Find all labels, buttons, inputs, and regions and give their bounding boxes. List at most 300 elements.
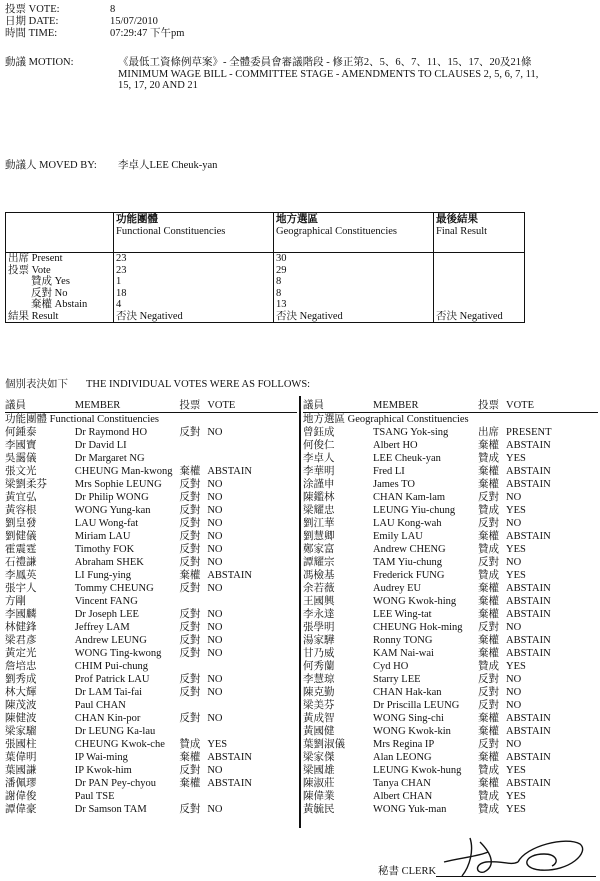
vote-zh: 反對 xyxy=(179,505,201,516)
member-name-en: Jeffrey LAM xyxy=(74,622,130,633)
member-name-zh: 林健鋒 xyxy=(5,622,37,633)
member-name-en: Cyd HO xyxy=(373,661,409,672)
member-name-en: Dr Joseph LEE xyxy=(74,609,139,620)
summary-row-labels xyxy=(6,253,114,323)
vote-zh: 反對 xyxy=(179,635,201,646)
member-name-zh: 陳克勤 xyxy=(303,687,335,698)
right-votes-list xyxy=(303,399,598,816)
vote-en xyxy=(207,790,297,803)
vote-zh xyxy=(179,660,207,673)
value: 8 xyxy=(276,276,282,287)
member-vote-row xyxy=(303,634,598,647)
vote-en: ABSTAIN xyxy=(506,752,551,763)
vote-zh: 棄權 xyxy=(179,752,201,763)
member-name-en: Dr PAN Pey-chyou xyxy=(74,778,157,789)
value: 否決 Negatived xyxy=(116,310,183,322)
member-name-en: Prof Patrick LAU xyxy=(74,674,150,685)
vote-zh: 反對 xyxy=(478,518,499,529)
member-vote-row xyxy=(303,426,598,439)
member-vote-row xyxy=(5,608,297,621)
col-zh: 最後結果 xyxy=(436,214,478,225)
value: 30 xyxy=(276,253,287,264)
column-divider xyxy=(299,396,301,828)
member-vote-row xyxy=(303,517,598,530)
member-name-zh: 黃容根 xyxy=(5,505,37,516)
row-label-result: 結果 Result xyxy=(8,310,59,322)
final-result-value: 否決 Negatived xyxy=(436,310,503,322)
member-name-zh: 張學明 xyxy=(303,622,335,633)
member-name-en: James TO xyxy=(373,479,415,490)
member-name-zh: 陳偉業 xyxy=(303,791,335,802)
member-name-zh: 霍震霆 xyxy=(5,544,37,555)
member-vote-row xyxy=(5,426,297,439)
vote-en: NO xyxy=(506,687,522,698)
member-vote-row xyxy=(303,543,598,556)
vote-zh: 棄權 xyxy=(478,713,499,724)
row-label-abstain: 棄權 Abstain xyxy=(31,299,88,310)
header-member-zh: 議員 xyxy=(303,400,324,411)
member-vote-row xyxy=(303,699,598,712)
vote-zh: 棄權 xyxy=(179,778,201,789)
vote-en: NO xyxy=(506,518,522,529)
member-name-zh: 李國寶 xyxy=(5,440,37,451)
member-name-en: CHEUNG Hok-ming xyxy=(373,622,463,633)
vote-en: ABSTAIN xyxy=(207,570,252,581)
member-name-zh: 梁美芬 xyxy=(303,700,335,711)
member-name-en: Tanya CHAN xyxy=(373,778,431,789)
vote-en: ABSTAIN xyxy=(506,635,551,646)
vote-zh: 棄權 xyxy=(478,609,499,620)
final-values xyxy=(434,253,525,323)
header-vote-en: VOTE xyxy=(506,400,534,411)
member-name-zh: 方剛 xyxy=(5,596,26,607)
member-name-zh: 李華明 xyxy=(303,466,335,477)
member-name-en: Fred LI xyxy=(373,466,405,477)
vote-en: ABSTAIN xyxy=(506,713,551,724)
member-vote-row xyxy=(303,712,598,725)
vote-en: NO xyxy=(207,583,223,594)
member-name-zh: 黃毓民 xyxy=(303,804,335,815)
member-name-en: Dr Raymond HO xyxy=(74,427,148,438)
member-vote-row xyxy=(5,452,297,465)
vote-zh xyxy=(179,595,207,608)
col-en: Geographical Constituencies xyxy=(276,225,398,237)
member-name-zh: 何秀蘭 xyxy=(303,661,335,672)
member-name-zh: 何鍾泰 xyxy=(5,427,37,438)
vote-zh: 反對 xyxy=(478,492,499,503)
member-vote-row xyxy=(303,439,598,452)
member-vote-row xyxy=(303,556,598,569)
member-vote-row xyxy=(5,465,297,478)
member-name-zh: 張文光 xyxy=(5,466,37,477)
member-name-zh: 劉秀成 xyxy=(5,674,37,685)
final-blank xyxy=(436,253,522,311)
member-name-en: Dr LAM Tai-fai xyxy=(74,687,143,698)
member-name-en: Vincent FANG xyxy=(74,596,138,607)
member-name-en: Abraham SHEK xyxy=(74,557,144,568)
member-name-zh: 曾鈺成 xyxy=(303,427,335,438)
member-vote-row xyxy=(5,556,297,569)
member-vote-row xyxy=(303,673,598,686)
member-name-en: Frederick FUNG xyxy=(373,570,445,581)
member-name-zh: 葉劉淑儀 xyxy=(303,739,345,750)
left-group-title: 功能團體 Functional Constituencies xyxy=(5,414,159,425)
value: 23 xyxy=(116,264,127,276)
member-name-zh: 黃成智 xyxy=(303,713,335,724)
vote-zh: 棄權 xyxy=(478,648,499,659)
vote-zh: 棄權 xyxy=(478,466,499,477)
member-name-zh: 黃國健 xyxy=(303,726,335,737)
member-name-en: Andrew CHENG xyxy=(373,544,446,555)
vote-en: ABSTAIN xyxy=(207,778,252,789)
vote-en: YES xyxy=(506,453,526,464)
clerk-signature-line xyxy=(436,876,596,877)
member-name-en: KAM Nai-wai xyxy=(373,648,434,659)
right-group-title: 地方選區 Geographical Constituencies xyxy=(303,414,469,425)
vote-zh: 反對 xyxy=(179,648,201,659)
vote-zh: 棄權 xyxy=(478,479,499,490)
summary-col-geographical xyxy=(274,213,434,253)
member-vote-row xyxy=(5,478,297,491)
motion-en-2: 15, 17, 20 AND 21 xyxy=(118,80,198,91)
vote-en: NO xyxy=(207,674,223,685)
member-vote-row xyxy=(303,777,598,790)
vote-zh: 贊成 xyxy=(478,544,499,555)
member-name-zh: 林大輝 xyxy=(5,687,37,698)
member-name-zh: 陳健波 xyxy=(5,713,37,724)
vote-zh: 反對 xyxy=(179,492,201,503)
member-name-en: Dr Philip WONG xyxy=(74,492,149,503)
col-zh: 地方選區 xyxy=(276,214,318,225)
member-name-zh: 葉國謙 xyxy=(5,765,37,776)
member-vote-row xyxy=(303,764,598,777)
vote-en: ABSTAIN xyxy=(506,609,551,620)
header-member-en: MEMBER xyxy=(74,400,121,411)
vote-en: ABSTAIN xyxy=(506,479,551,490)
vote-en xyxy=(207,699,297,712)
member-vote-row xyxy=(5,569,297,582)
vote-zh: 反對 xyxy=(179,609,201,620)
vote-zh xyxy=(179,699,207,712)
member-vote-row xyxy=(303,478,598,491)
member-name-en: CHAN Kam-lam xyxy=(373,492,446,503)
vote-number-row xyxy=(5,4,115,16)
vote-zh: 反對 xyxy=(179,479,201,490)
date-value: 15/07/2010 xyxy=(110,16,158,27)
left-col-headers xyxy=(5,399,297,413)
member-name-en: Ronny TONG xyxy=(373,635,433,646)
member-name-en: WONG Ting-kwong xyxy=(74,648,162,659)
summary-col-final xyxy=(434,213,525,253)
vote-en: NO xyxy=(207,622,223,633)
member-vote-row xyxy=(5,777,297,790)
vote-zh: 反對 xyxy=(478,557,499,568)
member-name-en: Audrey EU xyxy=(373,583,422,594)
vote-zh: 反對 xyxy=(179,804,201,815)
clerk-signature xyxy=(440,832,590,880)
vote-en: NO xyxy=(506,557,522,568)
member-name-en: LEE Cheuk-yan xyxy=(373,453,441,464)
col-en: Functional Constituencies xyxy=(116,225,226,237)
member-name-zh: 梁家傑 xyxy=(303,752,335,763)
member-name-zh: 劉皇發 xyxy=(5,518,37,529)
member-name-zh: 張宇人 xyxy=(5,583,37,594)
vote-zh: 反對 xyxy=(478,739,499,750)
member-name-en: Alan LEONG xyxy=(373,752,432,763)
vote-zh: 贊成 xyxy=(478,661,499,672)
vote-zh: 棄權 xyxy=(478,635,499,646)
member-name-zh: 潘佩璆 xyxy=(5,778,37,789)
individual-title-en: THE INDIVIDUAL VOTES WERE AS FOLLOWS: xyxy=(86,379,311,390)
vote-en: YES xyxy=(506,804,526,815)
member-name-en: Dr LEUNG Ka-lau xyxy=(74,726,156,737)
member-name-zh: 甘乃威 xyxy=(303,648,335,659)
vote-en: NO xyxy=(207,518,223,529)
vote-en xyxy=(207,595,297,608)
vote-zh: 棄權 xyxy=(478,726,499,737)
vote-en: NO xyxy=(207,427,223,438)
vote-zh xyxy=(179,439,207,452)
member-name-en: CHEUNG Kwok-che xyxy=(74,739,165,750)
member-name-zh: 李慧琼 xyxy=(303,674,335,685)
member-name-zh: 劉健儀 xyxy=(5,531,37,542)
vote-en xyxy=(207,439,297,452)
vote-en: YES xyxy=(506,765,526,776)
member-name-zh: 梁家騮 xyxy=(5,726,37,737)
member-vote-row xyxy=(303,686,598,699)
member-name-en: Paul TSE xyxy=(74,791,115,802)
vote-en: NO xyxy=(207,713,223,724)
row-label-no: 反對 No xyxy=(31,287,68,299)
member-name-en: LEUNG Yiu-chung xyxy=(373,505,456,516)
time-row xyxy=(5,28,184,40)
member-name-zh: 陳淑莊 xyxy=(303,778,335,789)
value: 1 xyxy=(116,276,122,287)
member-name-zh: 梁君彥 xyxy=(5,635,37,646)
member-vote-row xyxy=(5,439,297,452)
member-name-en: LAU Kong-wah xyxy=(373,518,442,529)
member-vote-row xyxy=(5,751,297,764)
member-name-en: CHEUNG Man-kwong xyxy=(74,466,173,477)
vote-zh: 贊成 xyxy=(179,739,201,750)
vote-en: ABSTAIN xyxy=(506,531,551,542)
value: 23 xyxy=(116,253,127,264)
member-name-en: LI Fung-ying xyxy=(74,570,132,581)
vote-zh: 反對 xyxy=(179,427,201,438)
member-name-zh: 陳茂波 xyxy=(5,700,37,711)
member-vote-row xyxy=(5,595,297,608)
member-name-en: LEE Wing-tat xyxy=(373,609,432,620)
member-name-zh: 涂謹申 xyxy=(303,479,335,490)
member-name-en: Tommy CHEUNG xyxy=(74,583,154,594)
time-value: 07:29:47 下午pm xyxy=(110,28,185,39)
member-vote-row xyxy=(5,738,297,751)
member-vote-row xyxy=(303,504,598,517)
clerk-label: 秘書 CLERK xyxy=(378,866,437,877)
vote-zh: 贊成 xyxy=(478,804,499,815)
vote-en: NO xyxy=(207,765,223,776)
header-member-zh: 議員 xyxy=(5,400,26,411)
moved-by-value: 李卓人LEE Cheuk-yan xyxy=(118,160,218,171)
vote-zh: 棄權 xyxy=(478,440,499,451)
motion-zh: 《最低工資條例草案》- 全體委員會審議階段 - 修正第2、5、6、7、11、15、17、20及21條 xyxy=(118,57,532,68)
member-name-zh: 梁劉柔芬 xyxy=(5,479,47,490)
vote-en: NO xyxy=(207,479,223,490)
time-label: 時間 TIME: xyxy=(5,28,58,39)
vote-zh: 反對 xyxy=(179,765,201,776)
member-vote-row xyxy=(303,790,598,803)
vote-zh: 反對 xyxy=(478,687,499,698)
value: 29 xyxy=(276,264,287,276)
member-vote-row xyxy=(303,569,598,582)
member-name-en: Dr Samson TAM xyxy=(74,804,147,815)
member-name-en: CHAN Kin-por xyxy=(74,713,141,724)
member-name-en: Starry LEE xyxy=(373,674,421,685)
vote-en: YES xyxy=(506,791,526,802)
individual-title-zh: 個別表決如下 xyxy=(5,379,68,390)
date-label: 日期 DATE: xyxy=(5,16,59,27)
vote-en: NO xyxy=(207,687,223,698)
member-name-zh: 鄭家富 xyxy=(303,544,335,555)
left-votes-list xyxy=(5,399,297,816)
member-name-en: LEUNG Kwok-hung xyxy=(373,765,462,776)
vote-en: NO xyxy=(207,609,223,620)
member-name-zh: 李卓人 xyxy=(303,453,335,464)
member-vote-row xyxy=(303,582,598,595)
vote-en: YES xyxy=(506,505,526,516)
member-name-en: WONG Sing-chi xyxy=(373,713,444,724)
member-name-zh: 李永達 xyxy=(303,609,335,620)
value: 13 xyxy=(276,299,287,310)
member-vote-row xyxy=(5,530,297,543)
vote-en: ABSTAIN xyxy=(506,648,551,659)
motion-row xyxy=(5,57,110,69)
member-name-zh: 陳鑑林 xyxy=(303,492,335,503)
geographical-values xyxy=(274,253,434,323)
member-name-zh: 詹培忠 xyxy=(5,661,37,672)
member-vote-row xyxy=(5,725,297,738)
member-name-zh: 劉慧卿 xyxy=(303,531,335,542)
member-vote-row xyxy=(303,647,598,660)
value: 8 xyxy=(276,287,282,299)
vote-en: NO xyxy=(207,557,223,568)
moved-by-label: 動議人 MOVED BY: xyxy=(5,160,97,171)
vote-en: ABSTAIN xyxy=(506,778,551,789)
vote-zh: 棄權 xyxy=(478,583,499,594)
member-name-zh: 黃宜弘 xyxy=(5,492,37,503)
member-vote-row xyxy=(303,491,598,504)
vote-zh: 棄權 xyxy=(478,778,499,789)
header-vote-zh: 投票 xyxy=(179,400,201,411)
value: 18 xyxy=(116,287,127,299)
vote-en: NO xyxy=(207,635,223,646)
member-name-en: Dr David LI xyxy=(74,440,127,451)
member-name-en: Albert HO xyxy=(373,440,418,451)
member-name-en: TAM Yiu-chung xyxy=(373,557,443,568)
header-vote-zh: 投票 xyxy=(478,400,499,411)
member-name-en: Dr Priscilla LEUNG xyxy=(373,700,460,711)
member-name-zh: 李國麟 xyxy=(5,609,37,620)
member-name-en: WONG Kwok-kin xyxy=(373,726,451,737)
member-name-en: IP Kwok-him xyxy=(74,765,132,776)
motion-text xyxy=(118,57,598,92)
vote-zh: 贊成 xyxy=(478,791,499,802)
vote-en: ABSTAIN xyxy=(207,752,252,763)
member-vote-row xyxy=(5,504,297,517)
header-vote-en: VOTE xyxy=(207,400,236,411)
member-name-zh: 馮檢基 xyxy=(303,570,335,581)
vote-zh xyxy=(179,790,207,803)
summary-body-row xyxy=(6,253,525,323)
vote-en: PRESENT xyxy=(506,427,552,438)
col-en: Final Result xyxy=(436,225,488,237)
vote-en: ABSTAIN xyxy=(506,726,551,737)
member-name-en: CHAN Hak-kan xyxy=(373,687,442,698)
member-vote-row xyxy=(5,686,297,699)
member-vote-row xyxy=(303,465,598,478)
member-name-en: TSANG Yok-sing xyxy=(373,427,449,438)
member-vote-row xyxy=(5,634,297,647)
member-vote-row xyxy=(5,647,297,660)
vote-zh: 贊成 xyxy=(478,570,499,581)
member-vote-row xyxy=(5,790,297,803)
vote-en: NO xyxy=(207,492,223,503)
member-vote-row xyxy=(5,660,297,673)
member-vote-row xyxy=(5,699,297,712)
member-name-en: Andrew LEUNG xyxy=(74,635,147,646)
functional-values xyxy=(114,253,274,323)
vote-zh: 反對 xyxy=(179,687,201,698)
member-name-en: Dr Margaret NG xyxy=(74,453,145,464)
member-name-en: Albert CHAN xyxy=(373,791,433,802)
date-row xyxy=(5,16,158,28)
summary-header-row xyxy=(6,213,525,253)
row-label-vote: 投票 Vote xyxy=(8,264,51,276)
member-name-en: LAU Wong-fat xyxy=(74,518,139,529)
vote-en: NO xyxy=(207,544,223,555)
member-vote-row xyxy=(303,530,598,543)
member-name-zh: 劉江華 xyxy=(303,518,335,529)
member-name-zh: 梁國雄 xyxy=(303,765,335,776)
value: 否決 Negatived xyxy=(276,310,343,322)
vote-zh: 反對 xyxy=(179,531,201,542)
vote-en: NO xyxy=(207,804,223,815)
vote-zh: 反對 xyxy=(179,622,201,633)
row-label-yes: 贊成 Yes xyxy=(31,276,70,287)
member-name-en: Paul CHAN xyxy=(74,700,126,711)
vote-zh: 棄權 xyxy=(179,466,201,477)
member-name-zh: 余若薇 xyxy=(303,583,335,594)
member-name-en: Emily LAU xyxy=(373,531,423,542)
vote-zh: 棄權 xyxy=(478,752,499,763)
vote-en: ABSTAIN xyxy=(506,466,551,477)
right-col-headers xyxy=(303,399,598,413)
member-vote-row xyxy=(303,595,598,608)
vote-zh: 棄權 xyxy=(478,531,499,542)
vote-zh: 棄權 xyxy=(478,596,499,607)
vote-en xyxy=(207,452,297,465)
motion-label: 動議 MOTION: xyxy=(5,57,74,68)
member-name-en: IP Wai-ming xyxy=(74,752,128,763)
member-vote-row xyxy=(5,582,297,595)
vote-zh: 棄權 xyxy=(179,570,201,581)
member-vote-row xyxy=(5,712,297,725)
summary-table xyxy=(5,212,525,323)
member-vote-row xyxy=(303,751,598,764)
vote-zh: 反對 xyxy=(478,622,499,633)
member-name-en: CHIM Pui-chung xyxy=(74,661,148,672)
vote-zh: 反對 xyxy=(179,674,201,685)
